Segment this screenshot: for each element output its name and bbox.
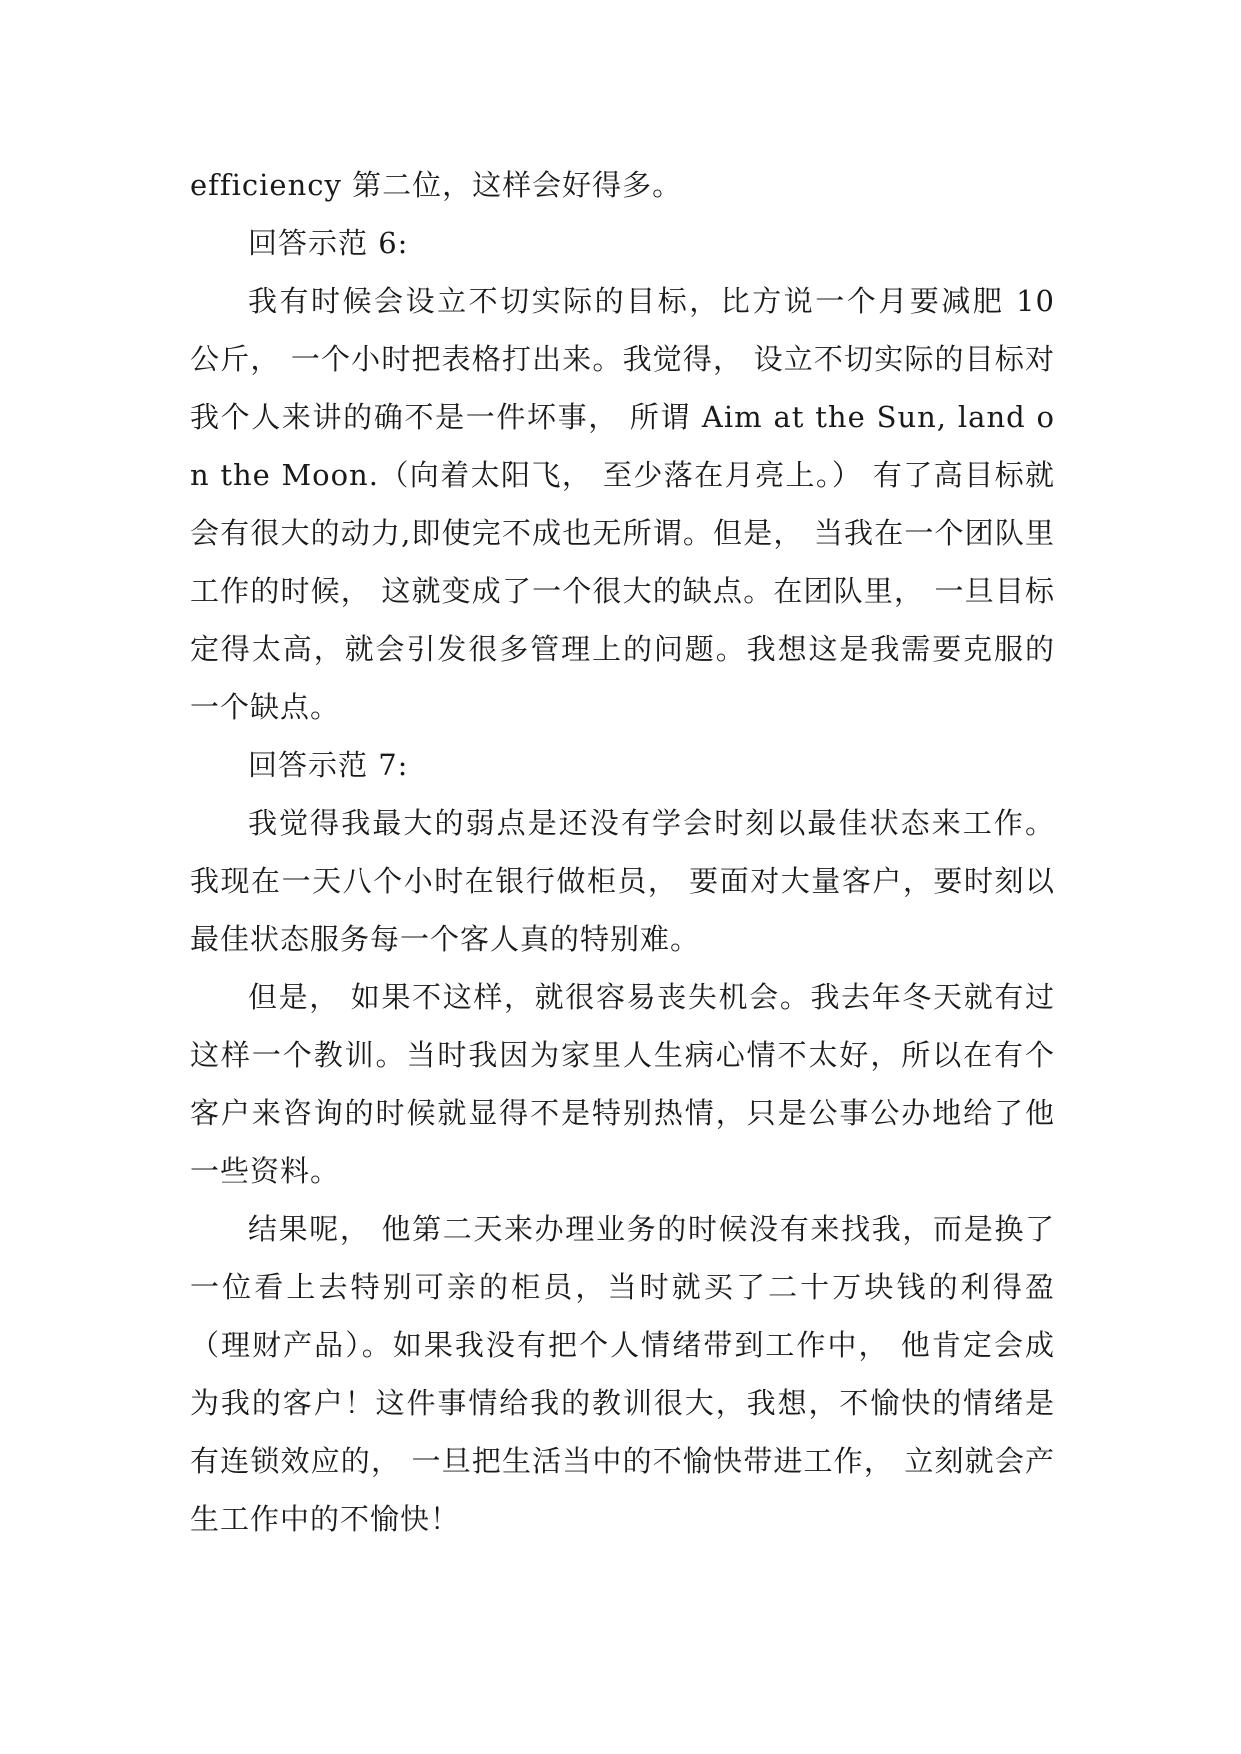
paragraph-efficiency: efficiency 第二位，这样会好得多。: [190, 168, 683, 202]
paragraph-example-7-part-2: 但是， 如果不这样，就很容易丧失机会。我去年冬天就有过这样一个教训。当时我因为家里人生病心情不太好，所以在有个客户来咨询的时候就显得不是特别热情，只是公事公办地给了他一些资料。: [190, 980, 1055, 1188]
paragraph-example-7-part-1: 我觉得我最大的弱点是还没有学会时刻以最佳状态来工作。我现在一天八个小时在银行做柜员， 要面对大量客户，要时刻以最佳状态服务每一个客人真的特别难。: [190, 806, 1055, 956]
heading-example-7: 回答示范 7:: [248, 748, 409, 782]
paragraph-example-7-part-3: 结果呢， 他第二天来办理业务的时候没有来找我，而是换了一位看上去特别可亲的柜员，当时就买了二十万块钱的利得盈（理财产品）。如果我没有把个人情绪带到工作中， 他肯定会成为我的客户！这件事情给我的教训很大，我想，不愉快的情绪是有连锁效应的， 一旦把生活当中的不愉快带进工作， 立刻就会产生工作中的不愉快！: [190, 1212, 1055, 1536]
paragraph-example-6: 我有时候会设立不切实际的目标，比方说一个月要减肥 10 公斤， 一个小时把表格打出来。我觉得， 设立不切实际的目标对我个人来讲的确不是一件坏事， 所谓 Aim at the Sun, land on the Moon.（向着太阳飞， 至少落在月亮上。） 有了高目标就会有很大的动力,即使完不成也无所谓。但是， 当我在一个团队里工作的时候， 这就变成了一个很大的缺点。在团队里， 一旦目标定得太高，就会引发很多管理上的问题。我想这是我需要克服的一个缺点。: [190, 284, 1055, 724]
document-body: [190, 156, 1055, 1548]
heading-example-6: 回答示范 6:: [248, 226, 409, 260]
